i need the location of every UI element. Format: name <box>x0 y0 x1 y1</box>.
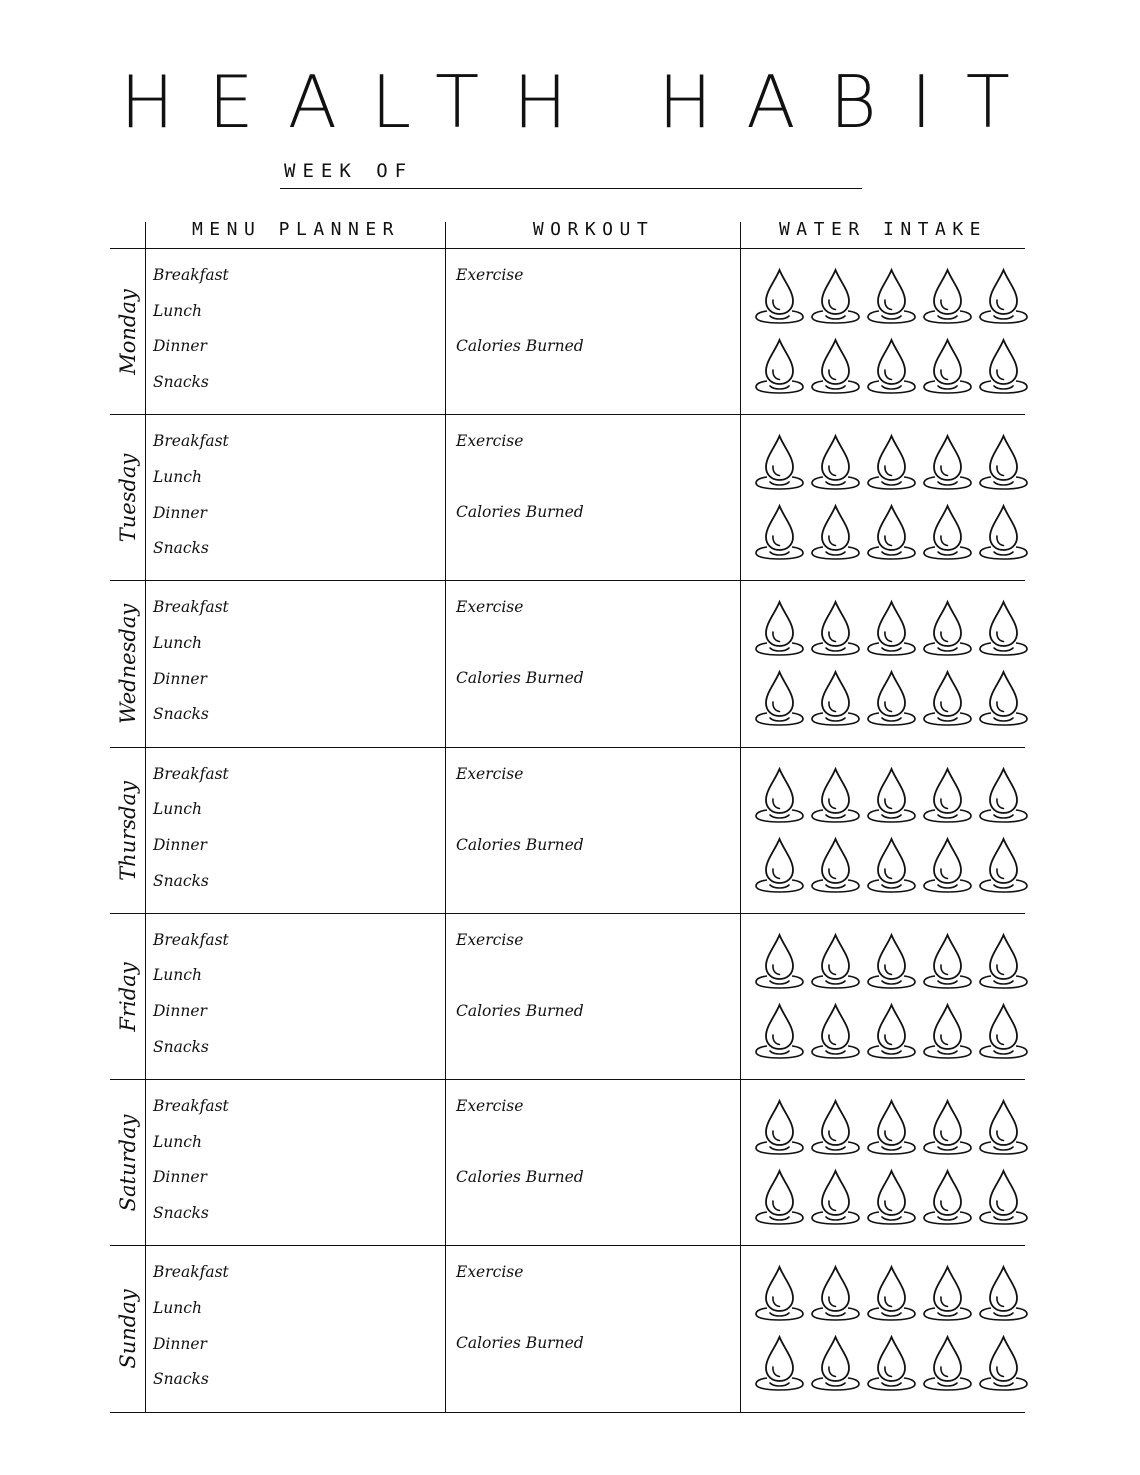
meal-snacks-field[interactable]: Snacks <box>153 871 209 890</box>
workout-header: WORKOUT <box>532 219 655 240</box>
day-row-sunday <box>110 1245 1025 1413</box>
meal-list <box>153 928 229 1071</box>
water-drop-icon[interactable] <box>867 1168 916 1226</box>
water-drop-icon[interactable] <box>923 599 972 657</box>
exercise-field[interactable]: Exercise <box>456 266 524 284</box>
water-drop-icon[interactable] <box>811 503 860 561</box>
water-drop-icon[interactable] <box>979 1098 1028 1156</box>
water-drop-icon[interactable] <box>755 766 804 824</box>
water-drop-icon[interactable] <box>923 766 972 824</box>
week-of-field[interactable] <box>280 158 862 189</box>
water-drop-icon[interactable] <box>811 599 860 657</box>
menu-planner-header: MENU PLANNER <box>191 219 401 240</box>
water-drop-icon[interactable] <box>867 836 916 894</box>
water-drop-icon[interactable] <box>867 267 916 325</box>
meal-dinner-field[interactable]: Dinner <box>153 1002 207 1021</box>
water-drop-icon[interactable] <box>755 1334 804 1392</box>
calories-burned-field[interactable]: Calories Burned <box>456 669 584 688</box>
meal-breakfast-field[interactable]: Breakfast <box>153 764 229 783</box>
day-label: Thursday <box>116 780 140 881</box>
water-drop-icon[interactable] <box>811 766 860 824</box>
water-drop-icon[interactable] <box>923 1334 972 1392</box>
day-row-monday <box>110 248 1025 415</box>
day-label: Monday <box>116 289 140 375</box>
calories-burned-field[interactable]: Calories Burned <box>456 337 584 355</box>
meal-breakfast-field[interactable]: Breakfast <box>153 930 229 949</box>
water-drop-icon[interactable] <box>923 337 972 395</box>
water-drop-icon[interactable] <box>979 599 1028 657</box>
meal-snacks-field[interactable]: Snacks <box>153 539 209 558</box>
water-drop-icon[interactable] <box>923 1168 972 1226</box>
water-drop-icon[interactable] <box>811 932 860 990</box>
water-drop-icon[interactable] <box>923 836 972 894</box>
water-drops <box>755 766 1030 906</box>
meal-dinner-field[interactable]: Dinner <box>153 1168 207 1187</box>
day-row-friday <box>110 913 1025 1080</box>
water-drop-icon[interactable] <box>979 836 1028 894</box>
day-row-tuesday <box>110 414 1025 581</box>
calories-burned-field[interactable]: Calories Burned <box>456 1334 584 1353</box>
water-drop-icon[interactable] <box>979 1168 1028 1226</box>
water-drop-icon[interactable] <box>755 503 804 561</box>
water-drop-icon[interactable] <box>923 1098 972 1156</box>
water-drop-icon[interactable] <box>755 267 804 325</box>
meal-lunch-field[interactable]: Lunch <box>153 1298 202 1317</box>
water-drop-icon[interactable] <box>755 1002 804 1060</box>
meal-breakfast-field[interactable]: Breakfast <box>153 266 229 284</box>
water-drop-icon[interactable] <box>979 267 1028 325</box>
water-drop-icon[interactable] <box>979 503 1028 561</box>
water-drop-icon[interactable] <box>979 433 1028 491</box>
meal-list <box>153 263 229 406</box>
meal-list <box>153 595 229 738</box>
meal-snacks-field[interactable]: Snacks <box>153 1037 209 1056</box>
water-drop-icon[interactable] <box>979 932 1028 990</box>
exercise-field[interactable]: Exercise <box>456 432 524 451</box>
water-drop-icon[interactable] <box>867 669 916 727</box>
meal-snacks-field[interactable]: Snacks <box>153 1204 209 1223</box>
water-drop-icon[interactable] <box>867 337 916 395</box>
water-drop-icon[interactable] <box>867 599 916 657</box>
day-label: Sunday <box>116 1289 140 1369</box>
water-drop-icon[interactable] <box>755 1264 804 1322</box>
water-drop-icon[interactable] <box>923 433 972 491</box>
water-drop-icon[interactable] <box>979 337 1028 395</box>
calories-burned-field[interactable]: Calories Burned <box>456 1168 584 1186</box>
meal-list <box>153 762 229 905</box>
day-row-thursday <box>110 747 1025 914</box>
calories-burned-field[interactable]: Calories Burned <box>456 1001 584 1020</box>
meal-list <box>153 1260 229 1403</box>
water-drop-icon[interactable] <box>867 1002 916 1060</box>
water-drop-icon[interactable] <box>811 1264 860 1322</box>
exercise-field[interactable]: Exercise <box>456 764 524 783</box>
meal-lunch-field[interactable]: Lunch <box>153 1132 202 1151</box>
exercise-field[interactable]: Exercise <box>456 1263 524 1282</box>
water-drop-icon[interactable] <box>867 1264 916 1322</box>
water-drop-icon[interactable] <box>811 669 860 727</box>
meal-snacks-field[interactable]: Snacks <box>153 373 209 392</box>
water-drop-icon[interactable] <box>755 1098 804 1156</box>
meal-dinner-field[interactable]: Dinner <box>153 503 207 522</box>
day-label: Friday <box>116 962 140 1032</box>
water-drop-icon[interactable] <box>979 669 1028 727</box>
water-drop-icon[interactable] <box>979 766 1028 824</box>
meal-breakfast-field[interactable]: Breakfast <box>153 1097 229 1115</box>
exercise-field[interactable]: Exercise <box>456 930 524 949</box>
meal-lunch-field[interactable]: Lunch <box>153 800 202 819</box>
habit-planner-table <box>110 219 1025 1412</box>
day-row-saturday <box>110 1079 1025 1246</box>
water-drop-icon[interactable] <box>867 1098 916 1156</box>
meal-lunch-field[interactable]: Lunch <box>153 467 202 486</box>
water-drop-icon[interactable] <box>923 1264 972 1322</box>
calories-burned-field[interactable]: Calories Burned <box>456 835 584 854</box>
water-drop-icon[interactable] <box>811 1098 860 1156</box>
water-drop-icon[interactable] <box>755 669 804 727</box>
week-of-label: WEEK OF <box>284 160 414 182</box>
water-drop-icon[interactable] <box>923 669 972 727</box>
water-drop-icon[interactable] <box>923 267 972 325</box>
exercise-field[interactable]: Exercise <box>456 598 524 617</box>
water-drop-icon[interactable] <box>979 1334 1028 1392</box>
meal-dinner-field[interactable]: Dinner <box>153 669 207 688</box>
water-drop-icon[interactable] <box>755 337 804 395</box>
water-drop-icon[interactable] <box>755 599 804 657</box>
water-drop-icon[interactable] <box>923 503 972 561</box>
water-intake-header: WATER INTAKE <box>778 219 988 240</box>
meal-list <box>153 429 229 572</box>
water-drops <box>755 1098 1030 1238</box>
meal-snacks-field[interactable]: Snacks <box>153 1370 209 1389</box>
meal-breakfast-field[interactable]: Breakfast <box>153 432 229 451</box>
water-drop-icon[interactable] <box>867 932 916 990</box>
water-drop-icon[interactable] <box>867 1334 916 1392</box>
meal-snacks-field[interactable]: Snacks <box>153 705 209 724</box>
water-drops <box>755 1264 1030 1404</box>
day-row-wednesday <box>110 580 1025 747</box>
water-drop-icon[interactable] <box>811 1002 860 1060</box>
exercise-field[interactable]: Exercise <box>456 1097 524 1115</box>
water-drop-icon[interactable] <box>811 267 860 325</box>
meal-lunch-field[interactable]: Lunch <box>153 966 202 985</box>
meal-breakfast-field[interactable]: Breakfast <box>153 598 229 617</box>
water-drop-icon[interactable] <box>979 1264 1028 1322</box>
water-drops <box>755 932 1030 1072</box>
meal-breakfast-field[interactable]: Breakfast <box>153 1263 229 1282</box>
meal-lunch-field[interactable]: Lunch <box>153 634 202 653</box>
water-drop-icon[interactable] <box>979 1002 1028 1060</box>
calories-burned-field[interactable]: Calories Burned <box>456 503 584 522</box>
day-label: Saturday <box>116 1114 140 1212</box>
meal-lunch-field[interactable]: Lunch <box>153 301 202 320</box>
water-drop-icon[interactable] <box>923 1002 972 1060</box>
water-drop-icon[interactable] <box>755 433 804 491</box>
day-label: Tuesday <box>116 453 140 543</box>
meal-dinner-field[interactable]: Dinner <box>153 337 207 356</box>
meal-dinner-field[interactable]: Dinner <box>153 835 207 854</box>
water-drop-icon[interactable] <box>755 932 804 990</box>
water-drop-icon[interactable] <box>755 1168 804 1226</box>
water-drops <box>755 433 1030 573</box>
day-label: Wednesday <box>116 604 140 725</box>
page-title: HEALTH HABIT <box>120 60 1044 144</box>
meal-list <box>153 1094 229 1237</box>
water-drop-icon[interactable] <box>867 503 916 561</box>
water-drop-icon[interactable] <box>755 836 804 894</box>
water-drop-icon[interactable] <box>811 1334 860 1392</box>
water-drop-icon[interactable] <box>811 337 860 395</box>
water-drop-icon[interactable] <box>811 1168 860 1226</box>
water-drop-icon[interactable] <box>867 433 916 491</box>
water-drop-icon[interactable] <box>867 766 916 824</box>
water-drop-icon[interactable] <box>811 836 860 894</box>
water-drop-icon[interactable] <box>811 433 860 491</box>
water-drops <box>755 267 1030 407</box>
meal-dinner-field[interactable]: Dinner <box>153 1334 207 1353</box>
water-drops <box>755 599 1030 739</box>
water-drop-icon[interactable] <box>923 932 972 990</box>
